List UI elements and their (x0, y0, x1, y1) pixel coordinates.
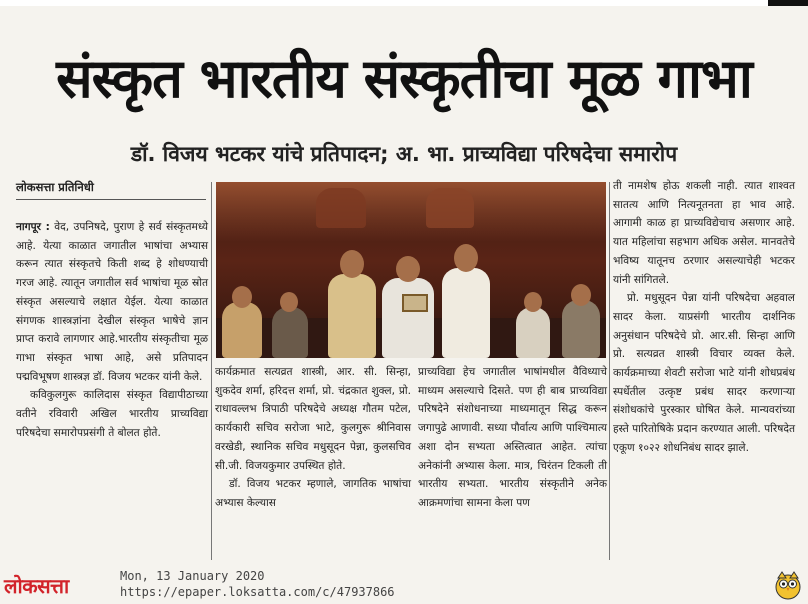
paragraph: कविकुलगुरू कालिदास संस्कृत विद्यापीठाच्या वतीने रविवारी अखिल भारतीय प्राच्यविद्या परिषदेचा समारोपप्रसंगी ते बोलत होते. (16, 389, 208, 439)
article-url-link[interactable]: https://epaper.loksatta.com/c/47937866 (120, 585, 395, 599)
edition-date: Mon, 13 January 2020 (120, 569, 265, 583)
photo-backdrop-figure (426, 188, 474, 228)
dateline: नागपूर : (16, 221, 50, 233)
photo-figure (516, 307, 550, 358)
subheadline: डॉ. विजय भटकर यांचे प्रतिपादन; अ. भा. प्राच्यविद्या परिषदेचा समारोप (130, 142, 678, 166)
photo-figure-head (524, 292, 542, 312)
paragraph: प्राच्यविद्या हेच जगातील भाषांमधील वैविध्याचे माध्यम असल्याचे दिसते. पण ही बाब प्राच्यविद्या परिषदेने संशोधनाच्या माध्यमातून सिद्ध करून जगापुढे आणावी. सध्या पौर्वात्य आणि पाश्चिमात्य अशा दोन सभ्यता अस्तित्वात आहेत. त्यांचा अनेकांनी अभ्यास केला. मात्र, चिरंतन टिकली ती भारतीय सभ्यता. भारतीय संस्कृतीने अनेक आक्रमणांचा सामना केला पण (418, 366, 607, 509)
paragraph (16, 218, 208, 386)
photo-award-frame (402, 294, 428, 312)
photo-stage-light (216, 182, 606, 242)
top-strip (0, 0, 808, 6)
photo-figure-head (232, 286, 252, 308)
column-divider (211, 182, 212, 560)
byline: लोकसत्ता प्रतिनिधी (16, 180, 206, 200)
photo-figure (328, 274, 376, 358)
paragraph: कार्यक्रमात सत्यव्रत शास्त्री, आर. सी. सिन्हा, शुकदेव शर्मा, हरिदत्त शर्मा, प्रो. चंद्रकात शुक्ल, प्रो. राधावल्लभ त्रिपाठी परिषदेचे अध्यक्ष गौतम पटेल, कार्यकारी सचिव सरोजा भाटे, कुलगुरू श्रीनिवास वरखेडी, स्थानिक सचिव मधुसूदन पेन्ना, कुलसचिव सी.जी. विजयकुमार उपस्थित होते. (215, 366, 411, 472)
photo-figure (382, 278, 434, 358)
paragraph: डॉ. विजय भटकर म्हणाले, जागतिक भाषांचा अभ्यास केल्यास (215, 478, 411, 509)
photo-figure (442, 268, 490, 358)
photo-figure (562, 300, 600, 358)
photo-figure-head (454, 244, 478, 272)
top-corner-mark (768, 0, 808, 6)
article-column-3 (418, 363, 607, 561)
article-column-1 (16, 218, 208, 558)
event-photo[interactable] (216, 182, 606, 358)
article-column-2 (215, 363, 411, 561)
headline: संस्कृत भारतीय संस्कृतीचा मूळ गाभा (56, 47, 752, 110)
photo-figure-head (396, 256, 420, 282)
photo-figure (222, 302, 262, 358)
photo-backdrop-figure (316, 188, 366, 228)
column-divider (609, 182, 610, 560)
photo-figure (272, 307, 308, 358)
photo-figure-head (571, 284, 591, 306)
epaper-footer (0, 566, 808, 604)
paragraph: ती नामशेष होऊ शकली नाही. त्यात शाश्वत सातत्य आणि नित्यनूतनता हा भाव आहे. आगामी काळ हा प्राच्यविद्येचाच असणार आहे. यात महिलांचा सहभाग अधिक असेल. मानवतेचे भविष्य यातूनच ठरणार असल्याचेही भटकर यांनी सांगितले. (613, 180, 795, 286)
owl-mascot-icon (774, 570, 802, 600)
paragraph: प्रो. मधुसूदन पेन्ना यांनी परिषदेचा अहवाल सादर केला. याप्रसंगी भारतीय दार्शनिक अनुसंधान परिषदेचे प्रो. आर.सी. सिन्हा आणि प्रो. सत्यव्रत शास्त्री विचार व्यक्त केले. कार्यक्रमाच्या शेवटी सरोजा भाटे यांनी शोधप्रबंध स्पर्धेतील उत्कृष्ट प्रबंध सादर करणाऱ्या संशोधकांचे पुरस्कार घोषित केले. मान्यवरांच्या हस्ते पारितोषिके प्रदान करण्यात आली. परिषदेत एकूण १०२२ शोधनिबंध सादर झाले. (613, 292, 795, 454)
loksatta-logo[interactable]: लोकसत्ता (4, 574, 69, 598)
photo-figure-head (280, 292, 298, 312)
article-column-4 (613, 177, 795, 561)
photo-figure-head (340, 250, 364, 278)
paragraph-text: वेद, उपनिषदे, पुराण हे सर्व संस्कृतमध्ये आहे. येत्या काळात जगातील भाषांचा अभ्यास करून त्यात संस्कृतचे किती शब्द हे शोधण्याची गरज आहे. त्यातून जगातील सर्व भाषांचा मूळ स्रोत संस्कृत असल्याचे लक्षात येईल. येत्या काळात संगणक शास्त्रज्ञांना देखील संस्कृत भाषेचे ज्ञान प्राप्त करावे लागणार आहे.भारतीय संस्कृतीचा मूळ गाभा संस्कृत भाषा आहे, असे प्रतिपादन पद्मविभूषण शास्त्रज्ञ डॉ. विजय भटकर यांनी केले. (16, 221, 208, 383)
